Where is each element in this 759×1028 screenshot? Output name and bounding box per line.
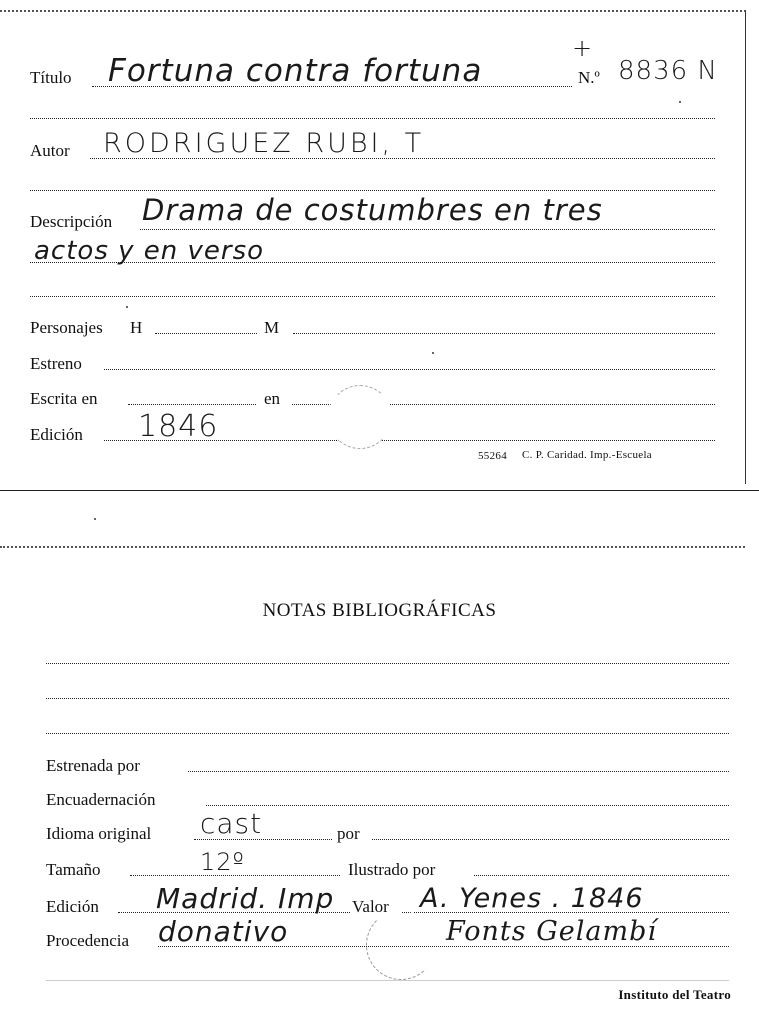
autor-extra-line [30, 190, 715, 191]
procedencia-signature: Fonts Gelambí [446, 916, 657, 947]
numero-value: 8836 N [618, 56, 718, 86]
footer-line [46, 980, 729, 981]
titulo-value: Fortuna contra fortuna [108, 53, 483, 89]
autor-label: Autor [30, 141, 70, 160]
descripcion-value-1: Drama de costumbres en tres [142, 193, 603, 227]
personajes-m-label: M [264, 318, 280, 337]
titulo-label: Título [30, 68, 72, 87]
estrenada-line [188, 771, 729, 772]
notas-line-1 [46, 663, 729, 664]
estrenada-label: Estrenada por [46, 756, 140, 775]
back-edicion-label: Edición [46, 897, 99, 916]
personajes-h-line [155, 333, 257, 334]
procedencia-label: Procedencia [46, 931, 130, 950]
por-label: por [337, 824, 360, 843]
speck [679, 101, 681, 103]
notas-header: NOTAS BIBLIOGRÁFICAS [262, 600, 497, 621]
card-edge [0, 490, 759, 491]
back-edicion-value: Madrid. Imp [156, 882, 335, 915]
edicion-label: Edición [30, 425, 83, 444]
speck [432, 352, 434, 354]
numero-label: N.º [578, 68, 600, 87]
institute-name: Instituto del Teatro [618, 987, 731, 1002]
ilustrado-label: Ilustrado por [348, 860, 436, 879]
encuadernacion-label: Encuadernación [46, 790, 156, 809]
por-line [372, 839, 729, 840]
personajes-h-label: H [130, 318, 143, 337]
stamp-circle-back [366, 910, 436, 980]
titulo-extra-line [30, 118, 715, 119]
personajes-m-line [293, 333, 715, 334]
idioma-label: Idioma original [46, 824, 152, 843]
notas-line-2 [46, 698, 729, 699]
estreno-line [104, 369, 715, 370]
printer-text: C. P. Caridad. Imp.-Escuela [522, 449, 652, 461]
speck [126, 306, 128, 308]
escrita-en-label: en [264, 389, 281, 408]
escrita-label: Escrita en [30, 389, 98, 408]
escrita-line [128, 404, 256, 405]
ilustrado-line [474, 875, 729, 876]
descripcion-line-3 [30, 296, 715, 297]
cross-mark: + [572, 34, 594, 62]
stamp-circle [328, 385, 392, 449]
encuadernacion-line [206, 805, 729, 806]
edicion-value: 1846 [138, 409, 219, 444]
procedencia-value: donativo [158, 915, 289, 948]
tamano-label: Tamaño [46, 860, 101, 879]
notas-line-3 [46, 733, 729, 734]
printer-code: 55264 [478, 450, 507, 462]
descripcion-label: Descripción [30, 212, 113, 231]
autor-value: RODRIGUEZ RUBI, T [103, 128, 425, 159]
descripcion-value-2: actos y en verso [34, 236, 265, 266]
speck [94, 518, 96, 520]
personajes-label: Personajes [30, 318, 103, 337]
idioma-value: cast [200, 807, 263, 840]
valor-label: Valor [352, 897, 389, 916]
descripcion-line-1 [140, 229, 715, 230]
tamano-value: 12º [200, 848, 245, 876]
valor-value: A. Yenes . 1846 [420, 883, 644, 914]
estreno-label: Estreno [30, 354, 82, 373]
